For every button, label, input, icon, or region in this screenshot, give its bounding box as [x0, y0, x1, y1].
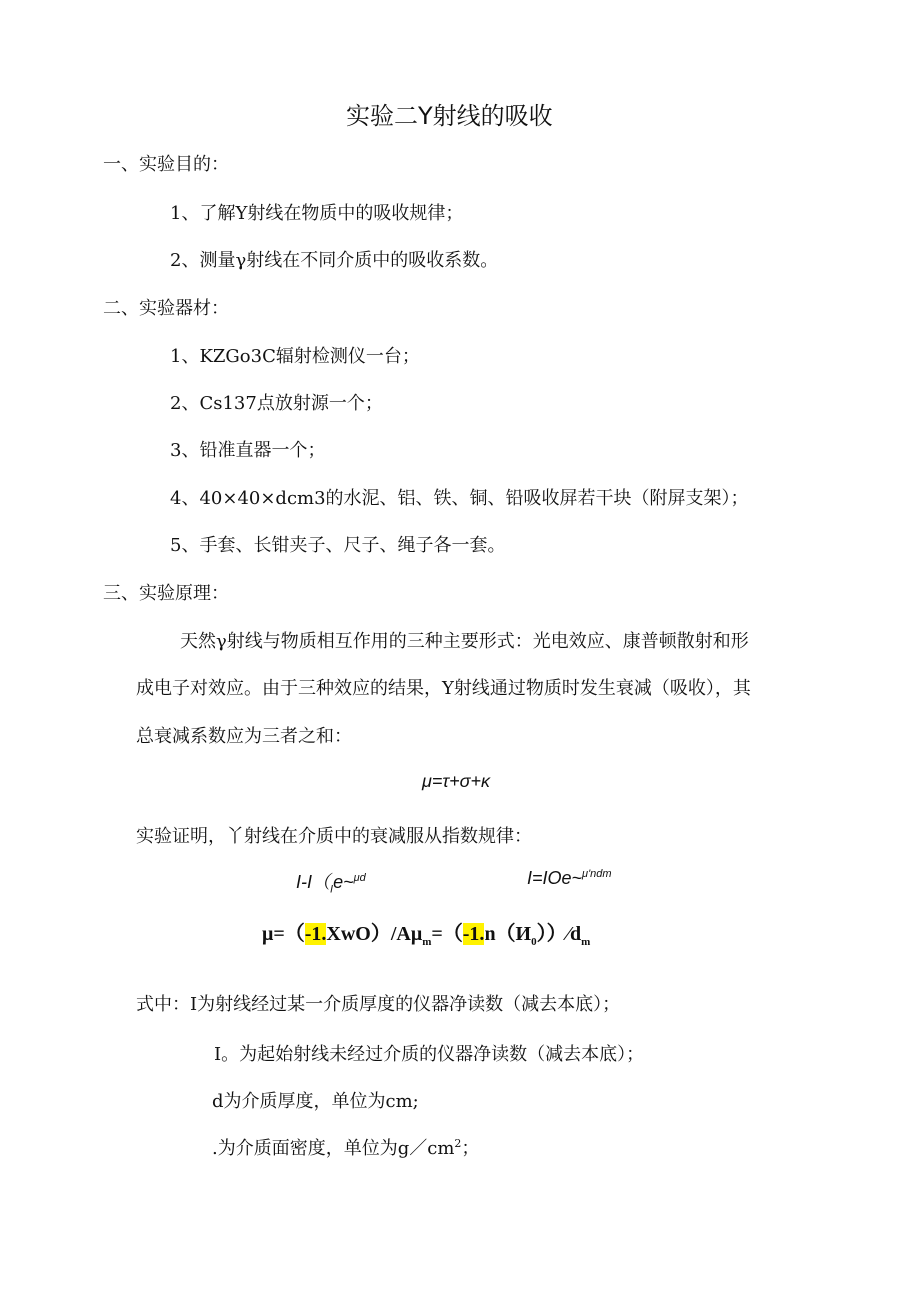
definition-line: I。为起始射线未经过介质的仪器净读数（减去本底）； — [214, 1044, 645, 1065]
paragraph-line: 成电子对效应。由于三种效应的结果，Y射线通过物质时发生衰减（吸收），其 — [136, 678, 751, 699]
list-item: 2、Cs137点放射源一个； — [170, 393, 383, 414]
formula-attenuation-sum: μ=τ+σ+κ — [422, 771, 490, 791]
section-2-heading: 二、实验器材： — [103, 298, 229, 319]
page-title: 实验二Y射线的吸收 — [346, 102, 553, 130]
list-item: 2、测量γ射线在不同介质中的吸收系数。 — [170, 250, 499, 271]
list-item: 3、铅准直器一个； — [170, 440, 326, 461]
list-item: 4、40×40×dcm3的水泥、铝、铁、铜、铅吸收屏若干块（附屏支架）； — [170, 488, 749, 509]
list-item: 1、KZGo3C辐射检测仪一台； — [170, 346, 420, 367]
highlight: -1. — [462, 923, 485, 945]
paragraph-line: 实验证明，丫射线在介质中的衰减服从指数规律： — [136, 826, 532, 847]
list-item: 1、了解Y射线在物质中的吸收规律； — [170, 203, 464, 224]
definition-line: .为介质面密度，单位为$g/cm^2$； — [212, 1137, 480, 1159]
formula-exponential-left: $I-I(_Ie\sim^{\mu d}$ — [296, 872, 366, 896]
paragraph-line: 天然γ射线与物质相互作用的三种主要形式：光电效应、康普顿散射和形 — [180, 631, 749, 652]
section-1-heading: 一、实验目的： — [103, 154, 229, 175]
formula-exponential-right: I=IOe~$^{\mu'ndm}$ — [527, 868, 612, 888]
section-3-heading: 三、实验原理： — [103, 583, 229, 604]
list-item: 5、手套、长钳夹子、尺子、绳子各一套。 — [170, 535, 506, 556]
paragraph-line: 总衰减系数应为三者之和： — [136, 726, 352, 747]
definition-line: 式中：I为射线经过某一介质厚度的仪器净读数（减去本底）； — [136, 994, 621, 1015]
formula-mu-definition: $\mu=(-1.XwO)/A\mu_m=(-1.n(И_0))⁄d_m$ — [262, 923, 591, 948]
highlight: -1. — [304, 923, 327, 945]
definition-line: d为介质厚度，单位为cm; — [212, 1091, 419, 1112]
